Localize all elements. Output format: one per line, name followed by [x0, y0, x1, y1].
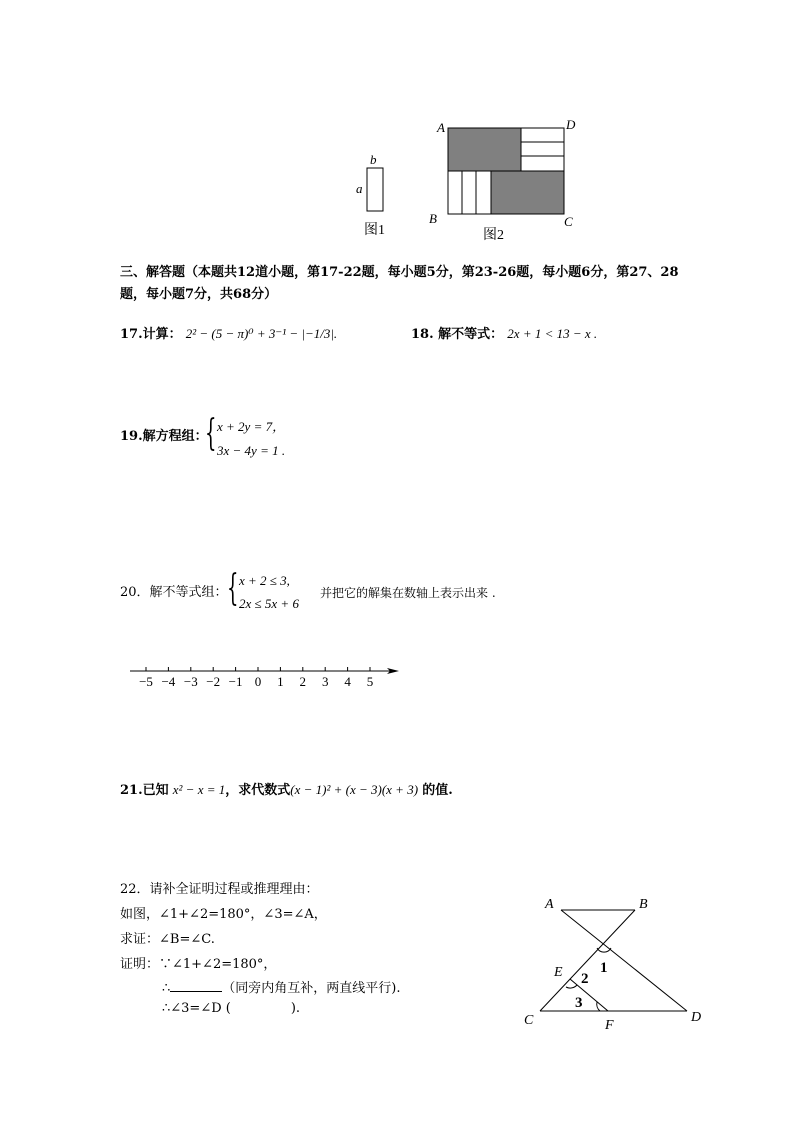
q22-line-4: 证明：∵∠1+∠2=180°，: [120, 957, 277, 972]
fig22-label-C: C: [524, 1013, 534, 1028]
q20-inequality-1: x + 2 ≤ 3,: [239, 573, 290, 588]
segment-BC: [540, 910, 635, 1011]
fig2-caption: 图2: [483, 228, 504, 243]
fig1-label-a: a: [356, 181, 363, 196]
q20-inequality-2: 2x ≤ 5x + 6: [239, 596, 299, 611]
fig22-label-D: D: [691, 1010, 702, 1025]
fig22-label-B: B: [639, 897, 648, 912]
number-line-tick-label: −4: [161, 674, 176, 689]
fig2-vertex-C: C: [564, 214, 573, 229]
fig2-shaded-top: [448, 128, 521, 171]
fig2-vertex-B: B: [429, 211, 437, 226]
fig2-vertex-A: A: [437, 120, 445, 135]
number-line-tick-label: 2: [299, 674, 307, 689]
q20-prefix: 20．解不等式组：: [120, 585, 228, 600]
fig1-label-b: b: [370, 152, 377, 167]
number-line-tick-label: −1: [228, 674, 243, 689]
q19-equation-2: 3x − 4y = 1 .: [217, 443, 286, 458]
q22-line-6: ∴∠3=∠D ( ).: [162, 1001, 301, 1016]
q19-prefix: 19.解方程组：: [120, 429, 208, 444]
section-3-title: 三、解答题（本题共12道小题，第17-22题，每小题5分，第23-26题，每小题6分，第27、28题，每小题7分，共68分）: [120, 265, 679, 302]
q20-suffix: 并把它的解集在数轴上表示出来 .: [320, 586, 496, 600]
fig22-angle-1: 1: [600, 960, 608, 976]
number-line: [125, 660, 405, 690]
fig22-angle-3: 3: [575, 995, 583, 1011]
q21: [120, 782, 453, 799]
fig2-vertex-D: D: [566, 117, 576, 132]
q18-expression: 2x + 1 < 13 − x .: [507, 326, 598, 341]
q21-middle: ，求代数式: [225, 783, 291, 798]
q22-line-2: 如图，∠1+∠2=180°，∠3=∠A，: [120, 907, 327, 922]
q21-prefix: 21.已知: [120, 783, 169, 798]
number-line-tick-label: 3: [321, 674, 329, 689]
figure-22: [515, 890, 730, 1040]
angle-arc-2: [566, 985, 577, 988]
q22-line-1: 22．请补全证明过程或推理理由：: [120, 882, 319, 897]
q17-prefix: 17.计算：: [120, 327, 182, 342]
fig1-caption: 图1: [364, 223, 385, 238]
figure-1: [350, 150, 400, 240]
number-line-tick-label: −5: [139, 674, 153, 689]
q20-brace: {: [227, 568, 239, 609]
q19-equation-1: x + 2y = 7，: [217, 419, 286, 434]
q17: [120, 326, 337, 343]
fig22-label-E: E: [554, 965, 563, 980]
q17-expression: 2² − (5 − π)⁰ + 3⁻¹ − |−1/3|.: [185, 326, 338, 341]
number-line-tick-label: 4: [344, 674, 351, 689]
q19-brace: {: [205, 413, 217, 454]
q22-line-5: ∴ （同旁内角互补，两直线平行).: [162, 981, 401, 996]
fig1-rectangle: [367, 168, 383, 211]
number-line-tick-label: 5: [366, 674, 374, 689]
number-line-tick-label: −2: [206, 674, 221, 689]
figure-2: [425, 115, 590, 245]
fig22-label-F: F: [605, 1018, 614, 1033]
q21-suffix: 的值.: [422, 783, 453, 798]
q21-condition: x² − x = 1: [172, 782, 226, 797]
q18: [411, 326, 597, 343]
number-line-tick-label: −3: [183, 674, 198, 689]
number-line-tick-label: 1: [277, 674, 284, 689]
q21-expression: (x − 1)² + (x − 3)(x + 3): [290, 782, 419, 797]
q22-fill-blank-1[interactable]: [170, 979, 222, 992]
fig2-shaded-bottom: [491, 171, 564, 214]
q18-prefix: 18. 解不等式：: [411, 327, 504, 342]
fig22-label-A: A: [545, 897, 554, 912]
number-line-tick-label: 0: [254, 674, 262, 689]
fig22-angle-2: 2: [581, 971, 589, 987]
q22-line-3: 求证：∠B=∠C.: [120, 932, 215, 947]
